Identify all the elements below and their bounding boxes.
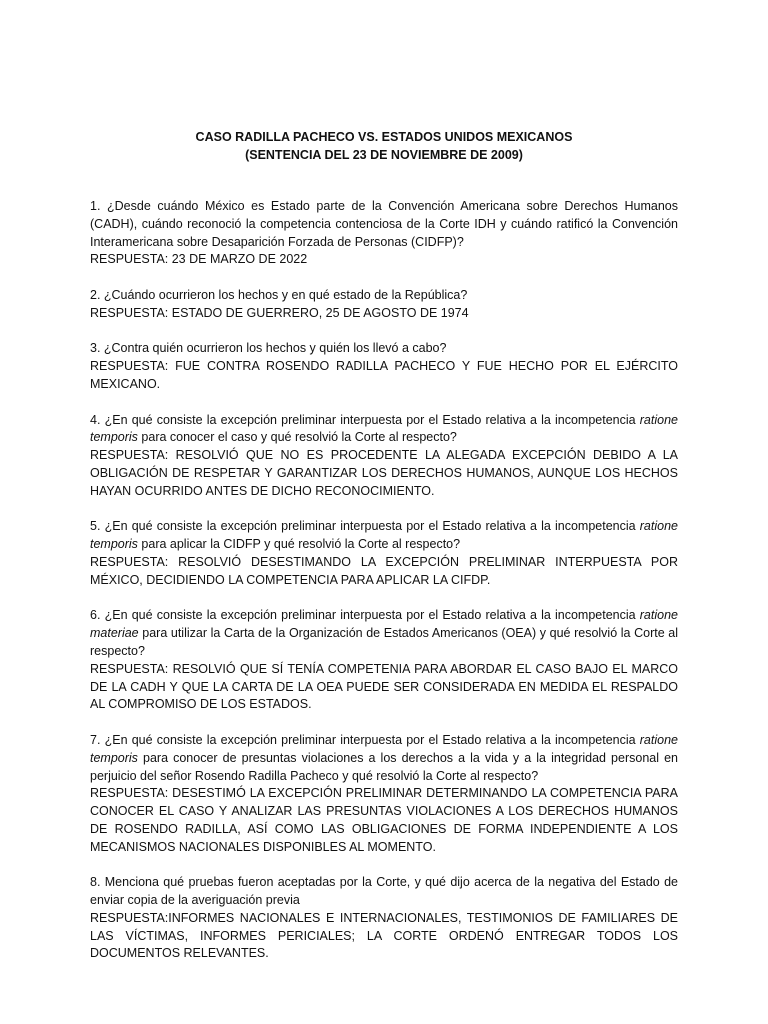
question-4 bbox=[90, 412, 678, 448]
question-8: 8. Menciona qué pruebas fueron aceptadas por la Corte, y qué dijo acerca de la negativa del Estado de enviar copia de la averiguación previa bbox=[90, 875, 678, 908]
answer-7: RESPUESTA: DESESTIMÓ LA EXCEPCIÓN PRELIMINAR DETERMINANDO LA COMPETENCIA PARA CONOCER EL CASO Y ANALIZAR LAS PRESUNTAS VIOLACIONES A LOS DERECHOS HUMANOS DE ROSENDO RADILLA, ASÍ COMO LAS OBLIGACIONES DE FORMA INDEPENDIENTE A LOS MECANISMOS NACIONALES DISPONIBLES AL MOMENTO. bbox=[90, 786, 678, 854]
answer-1: RESPUESTA: 23 DE MARZO DE 2022 bbox=[90, 252, 308, 267]
answer-8: RESPUESTA:INFORMES NACIONALES E INTERNACIONALES, TESTIMONIOS DE FAMILIARES DE LAS VÍCTIMAS, INFORMES PERICIALES; LA CORTE ORDENÓ ENTREGAR TODOS LOS DOCUMENTOS RELEVANTES. bbox=[90, 910, 678, 961]
question-4-text-end: para conocer el caso y qué resolvió la Corte al respecto? bbox=[137, 430, 457, 445]
title-line-1: CASO RADILLA PACHECO VS. ESTADOS UNIDOS MEXICANOS bbox=[195, 130, 573, 144]
question-5-latin-term: ratione temporis bbox=[90, 519, 678, 552]
answer-2: RESPUESTA: ESTADO DE GUERRERO, 25 DE AGOSTO DE 1974 bbox=[90, 305, 469, 320]
document-title bbox=[90, 128, 678, 164]
question-6-text-start: 6. ¿En qué consiste la excepción preliminar interpuesta por el Estado relativa a la incompetencia bbox=[90, 608, 640, 623]
title-line-2: (SENTENCIA DEL 23 DE NOVIEMBRE DE 2009) bbox=[245, 148, 523, 162]
qa-item-4 bbox=[90, 412, 678, 501]
question-7-text-start: 7. ¿En qué consiste la excepción preliminar interpuesta por el Estado relativa a la incompetencia bbox=[90, 732, 640, 747]
question-5-text-start: 5. ¿En qué consiste la excepción preliminar interpuesta por el Estado relativa a la incompetencia bbox=[90, 519, 640, 534]
question-1: 1. ¿Desde cuándo México es Estado parte de la Convención Americana sobre Derechos Humanos (CADH), cuándo reconoció la competencia contenciosa de la Corte IDH y cuándo ratificó la Convención Interamericana sobre Desaparición Forzada de Personas (CIDFP)? bbox=[90, 199, 678, 249]
qa-item-1 bbox=[90, 198, 678, 269]
question-3: 3. ¿Contra quién ocurrieron los hechos y quién los llevó a cabo? bbox=[90, 341, 447, 356]
qa-item-6 bbox=[90, 607, 678, 714]
qa-item-7 bbox=[90, 732, 678, 857]
answer-3: RESPUESTA: FUE CONTRA ROSENDO RADILLA PACHECO Y FUE HECHO POR EL EJÉRCITO MEXICANO. bbox=[90, 359, 678, 391]
question-5 bbox=[90, 518, 678, 554]
question-6-latin-term: ratione materiae bbox=[90, 608, 678, 641]
question-4-latin-term: ratione temporis bbox=[90, 412, 678, 445]
answer-5: RESPUESTA: RESOLVIÓ DESESTIMANDO LA EXCEPCIÓN PRELIMINAR INTERPUESTA POR MÉXICO, DECIDIENDO LA COMPETENCIA PARA APLICAR LA CIFDP. bbox=[90, 554, 678, 587]
question-5-text-end: para aplicar la CIDFP y qué resolvió la Corte al respecto? bbox=[137, 537, 461, 552]
question-6 bbox=[90, 607, 678, 660]
qa-item-8 bbox=[90, 874, 678, 963]
question-6-text-end: para utilizar la Carta de la Organización de Estados Americanos (OEA) y qué resolvió la Corte al respecto? bbox=[90, 626, 678, 658]
qa-item-5 bbox=[90, 518, 678, 589]
question-list bbox=[90, 198, 678, 981]
question-7-text-end: para conocer de presuntas violaciones a los derechos a la vida y a la integridad personal en perjuicio del señor Rosendo Radilla Pacheco y qué resolvió la Corte al respecto? bbox=[90, 750, 678, 783]
qa-item-2 bbox=[90, 287, 678, 323]
question-7 bbox=[90, 732, 678, 785]
answer-6: RESPUESTA: RESOLVIÓ QUE SÍ TENÍA COMPETENIA PARA ABORDAR EL CASO BAJO EL MARCO DE LA CADH Y QUE LA CARTA DE LA OEA PUEDE SER CONSIDERADA EN MEDIDA EL RESPALDO AL COMPROMISO DE LOS ESTADOS. bbox=[90, 661, 678, 712]
qa-item-3 bbox=[90, 340, 678, 393]
answer-4: RESPUESTA: RESOLVIÓ QUE NO ES PROCEDENTE LA ALEGADA EXCEPCIÓN DEBIDO A LA OBLIGACIÓN DE RESPETAR Y GARANTIZAR LOS DERECHOS HUMANOS, AUNQUE LOS HECHOS HAYAN OCURRIDO ANTES DE DICHO RECONOCIMIENTO. bbox=[90, 448, 678, 498]
question-4-text-start: 4. ¿En qué consiste la excepción preliminar interpuesta por el Estado relativa a la incompetencia bbox=[90, 412, 640, 427]
question-7-latin-term: ratione temporis bbox=[90, 732, 678, 765]
question-2: 2. ¿Cuándo ocurrieron los hechos y en qué estado de la República? bbox=[90, 287, 468, 302]
